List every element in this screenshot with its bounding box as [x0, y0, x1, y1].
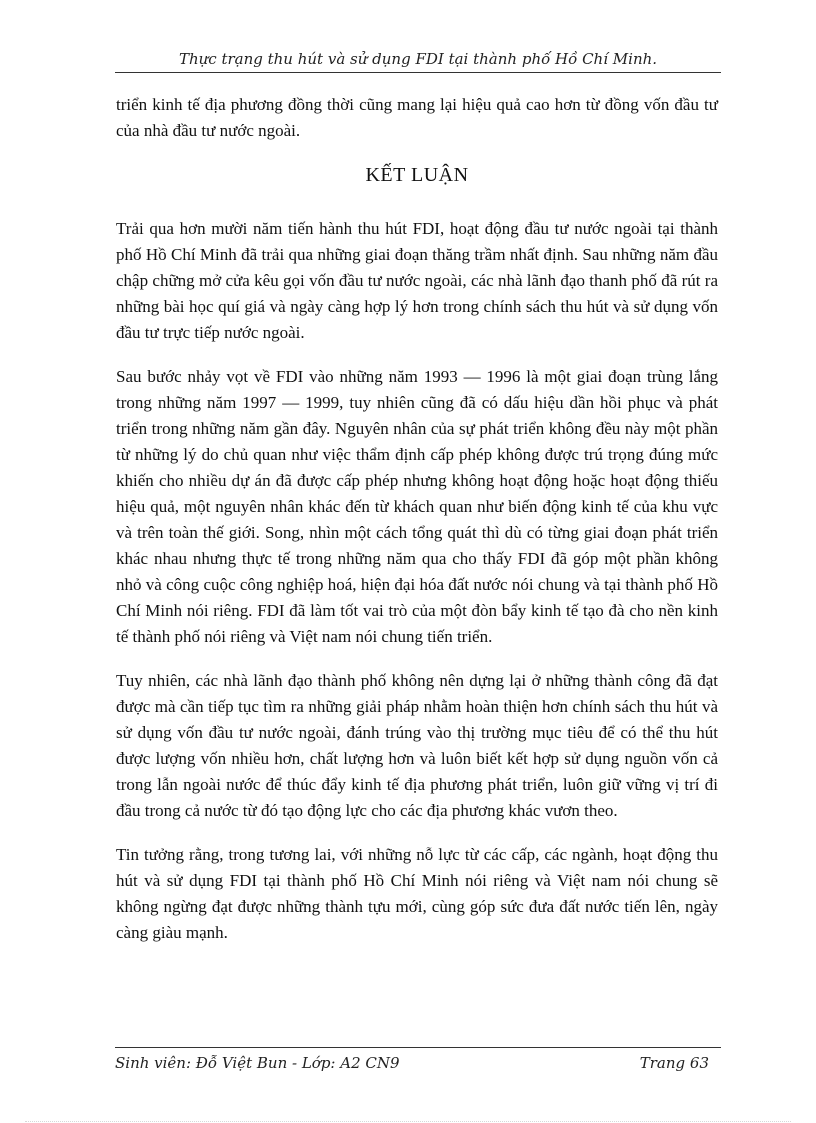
section-heading: KẾT LUẬN [365, 164, 469, 186]
bottom-dotted-line [25, 1121, 791, 1122]
footer-divider [115, 1047, 721, 1048]
paragraph-3: Tuy nhiên, các nhà lãnh đạo thành phố không nên dựng lại ở những thành công đã đạt được mà cần tiếp tục tìm ra những giải pháp nhằm hoàn thiện hơn chính sách thu hút và sử dụng vốn đầu tư nước ngoài, đánh trúng vào thị trường mục tiêu để có thể thu hút được lượng vốn nhiều hơn, chất lượng hơn và luôn biết kết hợp sử dụng nguồn vốn cả trong lẫn ngoài nước để thúc đẩy kinh tế địa phương phát triển, luôn giữ vững vị trí đi đầu trong cả nước từ đó tạo động lực cho các địa phương khác vươn theo. [116, 671, 718, 820]
footer-student-info: Sinh viên: Đỗ Việt Bun - Lớp: A2 CN9 [115, 1054, 400, 1072]
header-divider [115, 72, 721, 73]
intro-paragraph: triển kinh tế địa phương đồng thời cũng mang lại hiệu quả cao hơn từ đồng vốn đầu tư của nhà đầu tư nước ngoài. [116, 95, 718, 140]
paragraph-1: Trải qua hơn mười năm tiến hành thu hút FDI, hoạt động đầu tư nước ngoài tại thành phố Hồ Chí Minh đã trải qua những giai đoạn thăng trầm nhất định. Sau những năm đầu chập chững mở cửa kêu gọi vốn đầu tư nước ngoài, các nhà lãnh đạo thanh phố đã rút ra những bài học quí giá và ngày càng hợp lý hơn trong chính sách thu hút và sử dụng vốn đầu tư trực tiếp nước ngoài. [116, 219, 718, 342]
document-body [116, 92, 718, 964]
page-header: Thực trạng thu hút và sử dụng FDI tại thành phố Hồ Chí Minh. [178, 50, 658, 68]
paragraph-2: Sau bước nhảy vọt về FDI vào những năm 1993 — 1996 là một giai đoạn trùng lắng trong những năm 1997 — 1999, tuy nhiên cũng đã có dấu hiệu dần hồi phục và phát triển trong những năm gần đây. Nguyên nhân của sự phát triển không đều này một phần từ những lý do chủ quan như việc thẩm định cấp phép không được trú trọng đúng mức khiến cho nhiều dự án đã được cấp phép nhưng không hoạt động hoặc hoạt động thiếu hiệu quả, một nguyên nhân khác đến từ khách quan như biến động kinh tế của khu vực và trên toàn thế giới. Song, nhìn một cách tổng quát thì dù có từng giai đoạn phát triển khác nhau nhưng thực tế trong những năm qua cho thấy FDI đã góp một phần không nhỏ và công cuộc công nghiệp hoá, hiện đại hóa đất nước nói chung và tại thành phố Hồ Chí Minh nói riêng. FDI đã làm tốt vai trò của một đòn bẩy kinh tế tạo đà cho nền kinh tế thành phố nói riêng và Việt nam nói chung tiến triển. [116, 367, 718, 646]
footer-page-number: Trang 63 [639, 1054, 709, 1072]
paragraph-4: Tin tưởng rằng, trong tương lai, với những nỗ lực từ các cấp, các ngành, hoạt động thu hút và sử dụng FDI tại thành phố Hồ Chí Minh nói riêng và Việt nam nói chung sẽ không ngừng đạt được những thành tựu mới, cùng góp sức đưa đất nước tiến lên, ngày càng giàu mạnh. [116, 845, 718, 942]
